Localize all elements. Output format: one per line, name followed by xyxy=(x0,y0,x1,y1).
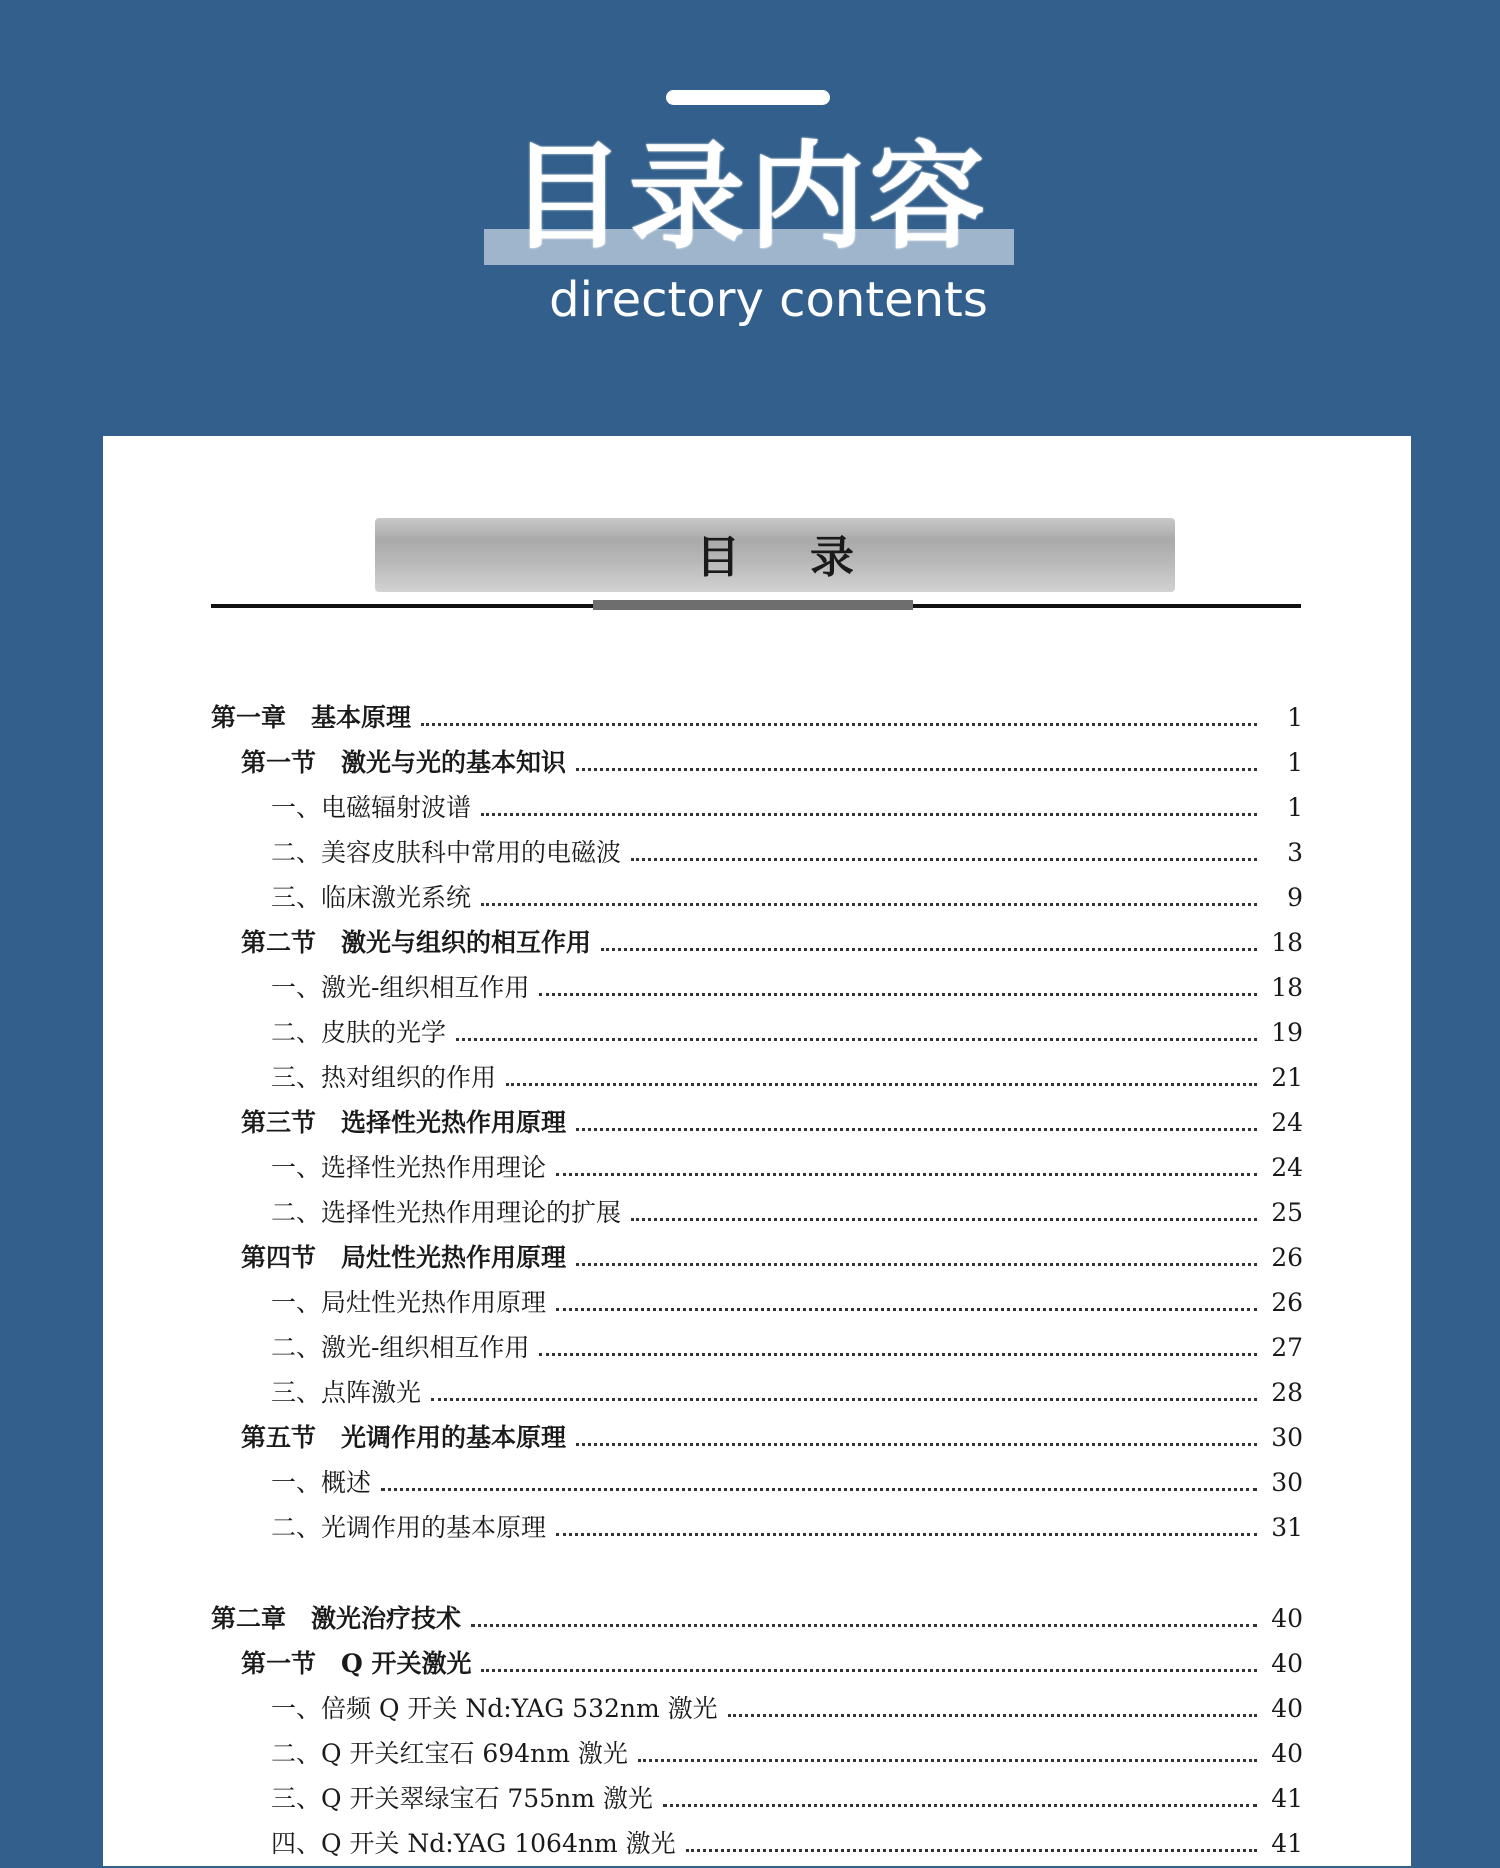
toc-entry-page: 18 xyxy=(1271,973,1303,1002)
toc-entry-page: 19 xyxy=(1271,1018,1303,1047)
toc-entry-label: 二、美容皮肤科中常用的电磁波 xyxy=(271,838,622,867)
toc-leader-dots xyxy=(539,993,1257,996)
toc-entry-label: 第一章 基本原理 xyxy=(211,703,412,732)
toc-entry xyxy=(271,968,1303,1012)
toc-entry-page: 3 xyxy=(1287,838,1303,867)
toc-entry-label: 二、选择性光热作用理论的扩展 xyxy=(271,1198,622,1227)
banner-title-block xyxy=(484,130,1014,265)
toc-entry xyxy=(271,1734,1303,1778)
toc-entry xyxy=(271,1328,1303,1372)
toc-leader-dots xyxy=(601,948,1257,951)
toc-entry-label: 第一节 Q 开关激光 xyxy=(241,1649,472,1678)
toc-leader-dots xyxy=(421,723,1257,726)
decorative-top-bar xyxy=(666,90,830,105)
toc-entry xyxy=(271,878,1303,922)
toc-entry-label: 三、Q 开关翠绿宝石 755nm 激光 xyxy=(271,1784,653,1813)
toc-entry xyxy=(271,788,1303,832)
toc-entry xyxy=(271,1689,1303,1733)
toc-entry-page: 18 xyxy=(1271,928,1303,957)
toc-entry xyxy=(271,1058,1303,1102)
toc-entry xyxy=(271,1824,1303,1868)
toc-leader-dots xyxy=(556,1308,1257,1311)
toc-entry-page: 40 xyxy=(1271,1604,1303,1633)
toc-entry xyxy=(241,1238,1303,1282)
toc-entry-label: 三、热对组织的作用 xyxy=(271,1063,497,1092)
toc-entry xyxy=(241,743,1303,787)
toc-entry xyxy=(271,1283,1303,1327)
toc-entry xyxy=(271,1508,1303,1552)
toc-page xyxy=(103,436,1411,1866)
toc-leader-dots xyxy=(556,1173,1257,1176)
toc-leader-dots xyxy=(481,903,1257,906)
toc-entry-label: 第四节 局灶性光热作用原理 xyxy=(241,1243,567,1272)
toc-entry xyxy=(271,1193,1303,1237)
toc-entry-page: 25 xyxy=(1271,1198,1303,1227)
toc-entry-page: 26 xyxy=(1271,1243,1303,1272)
toc-leader-dots xyxy=(663,1804,1257,1807)
toc-entry-page: 40 xyxy=(1271,1694,1303,1723)
toc-leader-dots xyxy=(456,1038,1257,1041)
toc-entry xyxy=(241,1644,1303,1688)
toc-entry-page: 1 xyxy=(1287,748,1303,777)
toc-entry-page: 27 xyxy=(1271,1333,1303,1362)
toc-entry xyxy=(271,1779,1303,1823)
toc-entry-label: 一、局灶性光热作用原理 xyxy=(271,1288,547,1317)
toc-entry-label: 二、激光-组织相互作用 xyxy=(271,1333,530,1362)
toc-entry-page: 1 xyxy=(1287,793,1303,822)
toc-leader-dots xyxy=(576,1443,1257,1446)
toc-entry-page: 40 xyxy=(1271,1649,1303,1678)
toc-entry xyxy=(241,1103,1303,1147)
page-heading: 目录 xyxy=(696,532,924,583)
toc-entry xyxy=(271,1148,1303,1192)
toc-entry-page: 41 xyxy=(1271,1784,1303,1813)
heading-rule-accent xyxy=(593,600,913,610)
toc-leader-dots xyxy=(576,1128,1257,1131)
toc-leader-dots xyxy=(576,768,1257,771)
toc-entry xyxy=(211,698,1303,742)
toc-entry-page: 40 xyxy=(1271,1739,1303,1768)
toc-entry-page: 41 xyxy=(1271,1829,1303,1858)
toc-entry-page: 31 xyxy=(1271,1513,1303,1542)
toc-entry xyxy=(271,1373,1303,1417)
toc-entry-label: 一、概述 xyxy=(271,1468,372,1497)
toc-entry-label: 第五节 光调作用的基本原理 xyxy=(241,1423,567,1452)
toc-entry xyxy=(211,1599,1303,1643)
toc-entry-page: 30 xyxy=(1271,1423,1303,1452)
toc-leader-dots xyxy=(556,1533,1257,1536)
toc-leader-dots xyxy=(539,1353,1257,1356)
toc-leader-dots xyxy=(481,1669,1257,1672)
toc-entry xyxy=(271,1463,1303,1507)
toc-entry-label: 第三节 选择性光热作用原理 xyxy=(241,1108,567,1137)
toc-leader-dots xyxy=(431,1398,1257,1401)
toc-entry xyxy=(271,833,1303,877)
toc-leader-dots xyxy=(576,1263,1257,1266)
toc-entry xyxy=(271,1013,1303,1057)
toc-entry-label: 二、光调作用的基本原理 xyxy=(271,1513,547,1542)
toc-entry-page: 24 xyxy=(1271,1108,1303,1137)
toc-entry-label: 一、电磁辐射波谱 xyxy=(271,793,472,822)
banner-title: 目录内容 xyxy=(509,129,989,265)
toc-entry-label: 第二章 激光治疗技术 xyxy=(211,1604,462,1633)
toc-entry-page: 1 xyxy=(1287,703,1303,732)
toc-leader-dots xyxy=(631,858,1257,861)
toc-entry xyxy=(241,923,1303,967)
toc-entry-label: 第二节 激光与组织的相互作用 xyxy=(241,928,592,957)
toc-entry xyxy=(241,1418,1303,1462)
toc-leader-dots xyxy=(728,1714,1257,1717)
toc-entry-label: 二、Q 开关红宝石 694nm 激光 xyxy=(271,1739,628,1768)
toc-entry-label: 一、倍频 Q 开关 Nd:YAG 532nm 激光 xyxy=(271,1694,718,1723)
toc-entry-label: 三、点阵激光 xyxy=(271,1378,422,1407)
toc-entry-label: 三、临床激光系统 xyxy=(271,883,472,912)
toc-leader-dots xyxy=(471,1624,1257,1627)
toc-leader-dots xyxy=(381,1488,1257,1491)
toc-leader-dots xyxy=(506,1083,1257,1086)
toc-entry-page: 26 xyxy=(1271,1288,1303,1317)
toc-entry-page: 9 xyxy=(1287,883,1303,912)
toc-entry-label: 一、选择性光热作用理论 xyxy=(271,1153,547,1182)
toc-leader-dots xyxy=(638,1759,1257,1762)
toc-entry-page: 28 xyxy=(1271,1378,1303,1407)
toc-leader-dots xyxy=(686,1849,1257,1852)
toc-entry-label: 四、Q 开关 Nd:YAG 1064nm 激光 xyxy=(271,1829,676,1858)
banner-subtitle: directory contents xyxy=(549,272,988,328)
toc-entry-label: 二、皮肤的光学 xyxy=(271,1018,447,1047)
toc-leader-dots xyxy=(481,813,1257,816)
toc-entry-page: 24 xyxy=(1271,1153,1303,1182)
toc-leader-dots xyxy=(631,1218,1257,1221)
toc-entry-label: 第一节 激光与光的基本知识 xyxy=(241,748,567,777)
toc-entry-page: 30 xyxy=(1271,1468,1303,1497)
toc-entry-page: 21 xyxy=(1271,1063,1303,1092)
toc-entry-label: 一、激光-组织相互作用 xyxy=(271,973,530,1002)
